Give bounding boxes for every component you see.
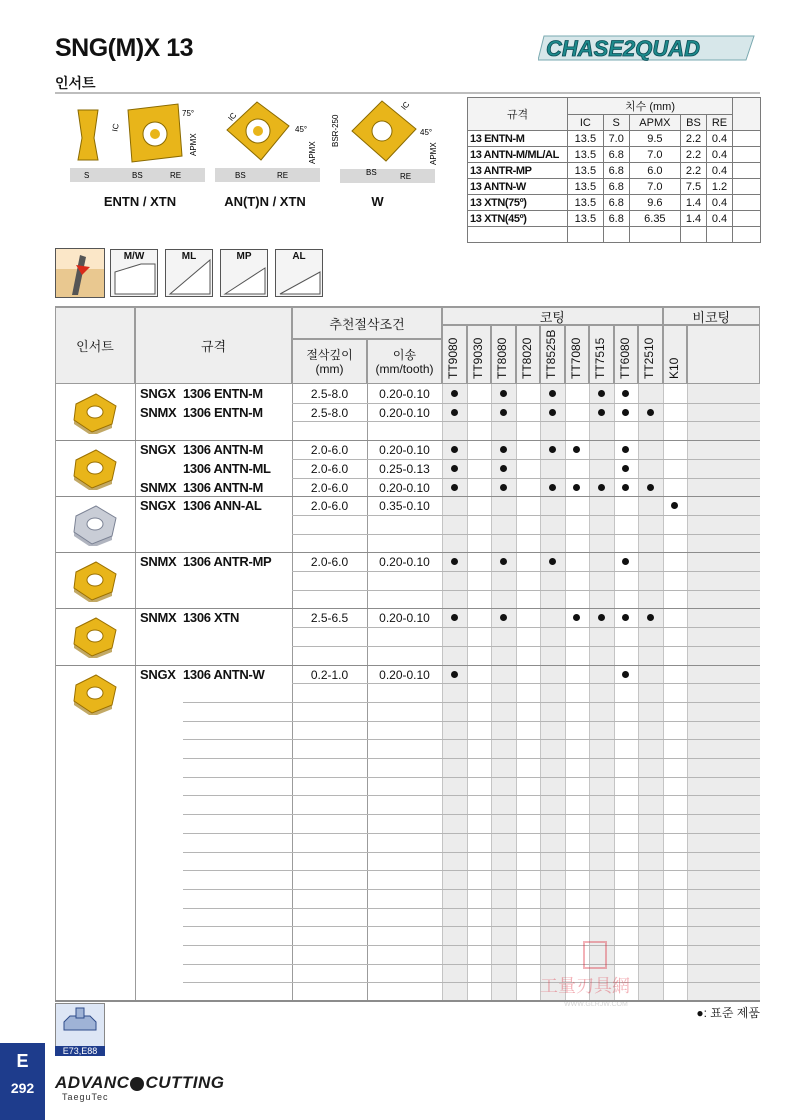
row-divider (183, 739, 760, 740)
standard-product-dot (622, 558, 629, 565)
row-divider (183, 721, 760, 722)
row-divider (183, 945, 760, 946)
cutting-depth: 2.0-6.0 (310, 480, 349, 495)
diag3-bs: BS (366, 168, 377, 177)
insert-image-icon (70, 614, 120, 658)
brand-logo-text: CHASE2QUAD (546, 36, 701, 61)
row-divider (183, 908, 760, 909)
milling-application-icon (55, 248, 105, 298)
diag2-bs: BS (235, 171, 246, 180)
application-icon-al (275, 249, 323, 297)
cutting-depth: 2.0-6.0 (310, 499, 349, 514)
dim-row-name: 13 XTN(45º) (468, 211, 568, 227)
header-depth: 절삭깊이 (mm) (292, 339, 367, 384)
diag1-re: RE (170, 171, 182, 180)
header-insert: 인서트 (55, 307, 135, 384)
row-divider (292, 421, 760, 422)
dim-cell: 13.5 (568, 211, 604, 227)
insert-image-icon (70, 390, 120, 434)
dim-cell: 0.4 (706, 211, 732, 227)
dim-cell: 7.0 (629, 147, 680, 163)
dim-cell: 1.2 (706, 179, 732, 195)
standard-product-dot (573, 446, 580, 453)
diag2-re: RE (277, 171, 289, 180)
standard-product-dot (549, 390, 556, 397)
spec-name: 1306 ANTN-W (183, 666, 265, 682)
row-divider (183, 833, 760, 834)
reference-page-label: E73,E88 (55, 1046, 105, 1056)
cutting-depth: 0.2-1.0 (310, 667, 349, 682)
spec-name: 1306 ANTN-M (183, 479, 264, 495)
grade-label: K10 (666, 357, 681, 379)
standard-product-dot (500, 409, 507, 416)
standard-product-dot (549, 484, 556, 491)
grade-label: TT9080 (446, 337, 461, 379)
row-divider (183, 964, 760, 965)
insert-image-icon (70, 558, 120, 602)
insert-image-icon (70, 502, 120, 546)
diag3-bsr: BSR-250 (331, 114, 340, 147)
group-divider (55, 496, 760, 497)
spec-name: 1306 ANN-AL (183, 498, 262, 514)
diag1-s: S (84, 171, 90, 180)
row-divider (183, 926, 760, 927)
cutting-depth: 2.0-6.0 (310, 461, 349, 476)
spec-prefix: SNGX (140, 498, 176, 514)
spec-prefix: SNGX (140, 442, 176, 458)
dim-row-name: 13 ENTN-M (468, 131, 568, 147)
feed-rate: 0.20-0.10 (379, 555, 430, 570)
header-uncoated: 비코팅 (663, 307, 761, 325)
watermark-text: 工量刃具網 (540, 976, 630, 996)
row-divider (183, 702, 760, 703)
standard-product-dot (622, 671, 629, 678)
diagram-caption-antn: AN(T)N / XTN (224, 194, 306, 209)
row-divider (292, 627, 760, 628)
standard-product-dot (451, 409, 458, 416)
grade-header-cell (467, 325, 492, 384)
header-feed: 이송 (mm/tooth) (367, 339, 442, 384)
application-icon-mw (110, 249, 158, 297)
insert-image-icon (70, 446, 120, 490)
page-subtitle: 인서트 (55, 75, 96, 91)
grade-header-cell (589, 325, 614, 384)
application-icon-ml (165, 249, 213, 297)
dim-col-re: RE (706, 115, 732, 131)
feed-rate: 0.25-0.13 (379, 461, 430, 476)
brand-subtext: TaeguTec (62, 1092, 109, 1102)
feed-rate: 0.20-0.10 (379, 405, 430, 420)
grade-label: TT8020 (519, 337, 534, 379)
diag3-angle: 45° (420, 128, 433, 137)
dim-row (468, 163, 761, 179)
grade-label: TT9030 (470, 337, 485, 379)
dim-cell: 6.8 (603, 211, 629, 227)
spec-prefix: SNMX (140, 610, 177, 626)
standard-product-dot (598, 409, 605, 416)
brand-text: ADVANC (55, 1073, 130, 1092)
row-divider (292, 590, 760, 591)
dim-cell: 1.4 (681, 211, 707, 227)
row-divider (292, 478, 760, 479)
diagram-caption-entn: ENTN / XTN (103, 194, 177, 209)
application-icon-mp (220, 249, 268, 297)
dim-col-apmx: APMX (629, 115, 680, 131)
standard-product-dot (647, 484, 654, 491)
application-icon-label: ML (181, 251, 197, 262)
row-divider (292, 571, 760, 572)
spec-prefix: SNGX (140, 666, 176, 682)
standard-product-dot (622, 484, 629, 491)
dim-cell: 13.5 (568, 179, 604, 195)
standard-product-dot (451, 465, 458, 472)
diagram-caption-w: W (371, 194, 384, 209)
header-cutting-conditions: 추천절삭조건 (292, 307, 442, 339)
dim-cell: 0.4 (706, 131, 732, 147)
row-divider (183, 852, 760, 853)
row-divider (292, 683, 760, 684)
dim-cell: 2.2 (681, 147, 707, 163)
standard-product-dot (622, 614, 629, 621)
grade-label: TT8080 (495, 337, 510, 379)
dim-cell: 0.4 (706, 195, 732, 211)
dim-cell: 9.6 (629, 195, 680, 211)
application-icon-label: AL (292, 251, 306, 262)
grade-label: TT2510 (642, 337, 657, 379)
dim-cell: 13.5 (568, 147, 604, 163)
dim-cell: 6.8 (603, 179, 629, 195)
standard-product-dot (573, 614, 580, 621)
feed-rate: 0.20-0.10 (379, 667, 430, 682)
grade-header-cell (663, 325, 688, 384)
grade-header-cell (491, 325, 516, 384)
standard-product-dot (598, 390, 605, 397)
dim-cell: 7.0 (603, 131, 629, 147)
diag1-bs: BS (132, 171, 143, 180)
reference-tool-thumbnail (55, 1003, 105, 1047)
spec-name: 1306 ANTR-MP (183, 554, 272, 570)
diag3-ic: IC (399, 99, 412, 112)
dim-row-name: 13 ANTN-M/ML/AL (468, 147, 568, 163)
brand-e-icon (130, 1077, 144, 1091)
grade-label: TT8525B (544, 329, 559, 379)
cutting-depth: 2.0-6.0 (310, 555, 349, 570)
standard-product-dot (451, 484, 458, 491)
diag3-re: RE (400, 172, 412, 181)
grade-header-filler (687, 325, 760, 384)
standard-product-dot (500, 390, 507, 397)
dim-row-name: 13 XTN(75º) (468, 195, 568, 211)
dim-cell: 6.8 (603, 163, 629, 179)
feed-rate: 0.20-0.10 (379, 387, 430, 401)
table-left-border (55, 384, 56, 1000)
spec-name: 1306 ENTN-M (183, 404, 263, 420)
dim-col-s: S (603, 115, 629, 131)
spec-prefix: SNMX (140, 404, 177, 420)
dim-cell: 9.5 (629, 131, 680, 147)
diag1-angle: 75° (182, 109, 195, 118)
row-divider (183, 814, 760, 815)
group-divider (55, 665, 760, 666)
cutting-depth: 2.5-6.5 (310, 611, 349, 626)
grade-header-cell (540, 325, 565, 384)
standard-product-dot (500, 465, 507, 472)
spec-prefix: SNMX (140, 479, 177, 495)
diagram-entn (70, 98, 210, 188)
dim-cell: 6.8 (603, 195, 629, 211)
cutting-depth: 2.5-8.0 (310, 405, 349, 420)
cutting-depth: 2.5-8.0 (310, 387, 349, 401)
dim-cell: 1.4 (681, 195, 707, 211)
standard-product-dot (622, 409, 629, 416)
grid-line (135, 384, 136, 1000)
standard-product-dot (549, 409, 556, 416)
section-tab (0, 1043, 45, 1120)
group-divider (55, 608, 760, 609)
group-divider (55, 440, 760, 441)
dim-row (468, 179, 761, 195)
row-divider (183, 777, 760, 778)
spec-name: 1306 ANTN-M (183, 442, 264, 458)
dim-cell: 6.8 (603, 147, 629, 163)
diag3-apmx: APMX (429, 142, 438, 165)
diag1-apmx: APMX (189, 133, 198, 156)
dim-row-name: 13 ANTN-W (468, 179, 568, 195)
page-title: SNG(M)X 13 (55, 34, 194, 62)
dim-cell: 7.0 (629, 179, 680, 195)
spec-name: 1306 ANTN-ML (183, 460, 271, 476)
grade-label: TT7515 (593, 337, 608, 379)
standard-product-dot (598, 484, 605, 491)
brand-suffix: CUTTING (145, 1073, 225, 1092)
dim-cell: 2.2 (681, 131, 707, 147)
standard-product-dot (451, 390, 458, 397)
row-divider (292, 515, 760, 516)
row-divider (292, 459, 760, 460)
application-icon-label: MP (236, 251, 252, 262)
feed-rate: 0.20-0.10 (379, 611, 430, 626)
row-divider (292, 403, 760, 404)
row-divider (183, 795, 760, 796)
feed-rate: 0.20-0.10 (379, 443, 430, 458)
header-coated: 코팅 (442, 307, 663, 325)
section-letter: E (16, 1051, 29, 1071)
page-number: 292 (10, 1080, 35, 1096)
dim-cell: 13.5 (568, 163, 604, 179)
dim-cell: 6.0 (629, 163, 680, 179)
standard-product-dot (451, 446, 458, 453)
standard-product-dot (622, 446, 629, 453)
spec-prefix: SNMX (140, 554, 177, 570)
legend-standard-product: ●: 표준 제품 (696, 1006, 760, 1020)
grade-header-cell (516, 325, 541, 384)
dim-header-size: 치수 (mm) (568, 98, 733, 115)
diagram-antn (215, 98, 325, 188)
dim-header-spec: 규격 (468, 98, 568, 131)
grade-header-cell (442, 325, 467, 384)
standard-product-dot (622, 390, 629, 397)
cutting-depth: 2.0-6.0 (310, 443, 349, 458)
diag1-ic: IC (110, 122, 121, 133)
dim-cell: 13.5 (568, 195, 604, 211)
grade-header-cell (638, 325, 663, 384)
dim-row (468, 131, 761, 147)
dim-cell: 2.2 (681, 163, 707, 179)
standard-product-dot (500, 446, 507, 453)
chase2quad-logo (538, 30, 760, 66)
application-icon-label: M/W (123, 251, 145, 262)
dim-col-ic: IC (568, 115, 604, 131)
diag2-ic: IC (226, 110, 239, 123)
advance-cutting-logo (55, 1073, 225, 1093)
feed-rate: 0.35-0.10 (379, 499, 430, 514)
grade-label: TT6080 (617, 337, 632, 379)
row-divider (183, 870, 760, 871)
standard-product-dot (671, 502, 678, 509)
dim-cell: 0.4 (706, 147, 732, 163)
insert-image-icon (70, 671, 120, 715)
watermark (540, 940, 670, 1010)
spec-name: 1306 XTN (183, 610, 240, 626)
grade-header-cell (614, 325, 639, 384)
dim-row-name: 13 ANTR-MP (468, 163, 568, 179)
dim-cell: 0.4 (706, 163, 732, 179)
diag2-apmx: APMX (308, 141, 317, 164)
watermark-url: WWW.GLRJW.COM (564, 1001, 628, 1008)
standard-product-dot (451, 671, 458, 678)
title-divider (55, 92, 760, 94)
dim-row (468, 211, 761, 227)
diagram-w (330, 95, 440, 189)
dim-cell: 13.5 (568, 131, 604, 147)
standard-product-dot (622, 465, 629, 472)
row-divider (292, 534, 760, 535)
row-divider (183, 889, 760, 890)
dim-cell: 6.35 (629, 211, 680, 227)
dim-row (468, 147, 761, 163)
grade-label: TT7080 (568, 337, 583, 379)
row-divider (183, 982, 760, 983)
group-divider (55, 552, 760, 553)
standard-product-dot (647, 409, 654, 416)
dim-cell: 7.5 (681, 179, 707, 195)
spec-name: 1306 ENTN-M (183, 386, 263, 401)
dimension-table (467, 97, 761, 243)
feed-rate: 0.20-0.10 (379, 480, 430, 495)
spec-prefix: SNGX (140, 386, 176, 401)
dim-col-bs: BS (681, 115, 707, 131)
row-divider (183, 758, 760, 759)
row-divider (292, 646, 760, 647)
standard-product-dot (549, 446, 556, 453)
dim-row (468, 195, 761, 211)
diag2-angle: 45° (295, 125, 308, 134)
standard-product-dot (500, 484, 507, 491)
grade-header-cell (565, 325, 590, 384)
standard-product-dot (573, 484, 580, 491)
header-spec: 규격 (135, 307, 292, 384)
